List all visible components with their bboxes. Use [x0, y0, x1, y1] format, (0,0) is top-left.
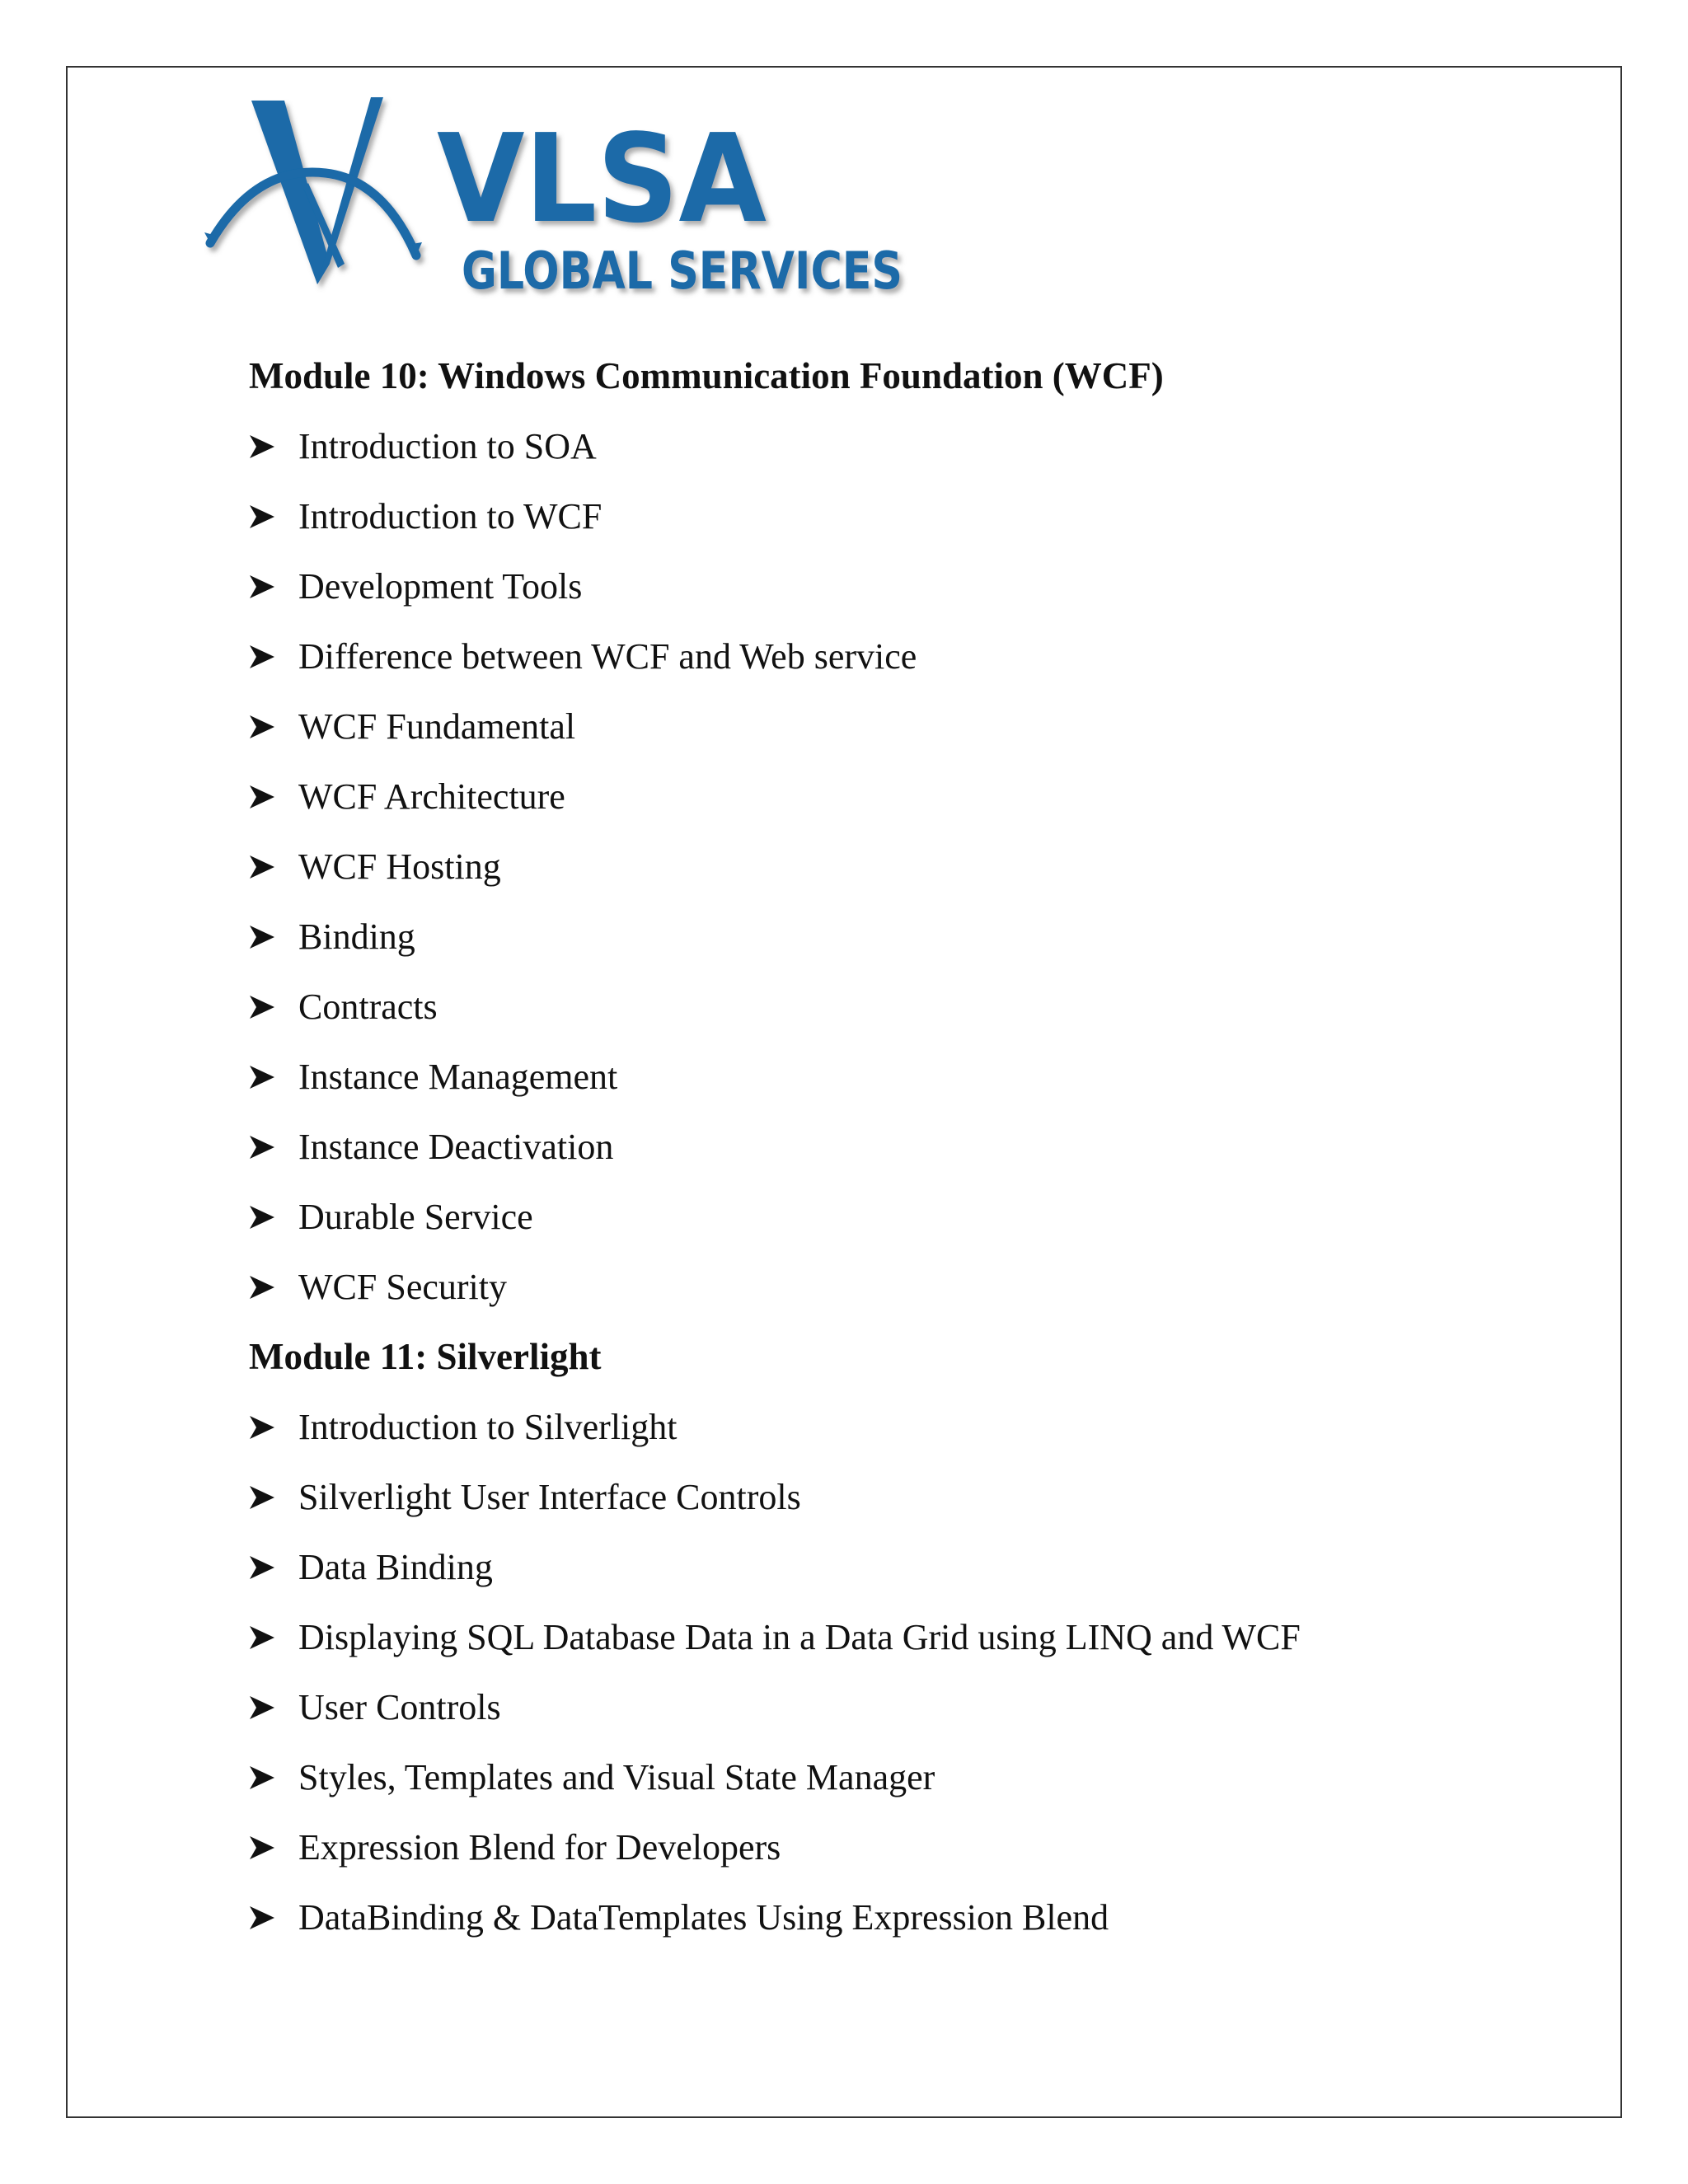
list-item: [249, 1112, 1568, 1182]
topic-text: Durable Service: [298, 1197, 533, 1237]
module-11-title: Module 11: Silverlight: [249, 1336, 602, 1377]
topic-text: Expression Blend for Developers: [298, 1827, 781, 1868]
arrowhead-bullet-icon: [249, 785, 298, 809]
list-item: [249, 551, 1568, 621]
list-item: [249, 621, 1568, 691]
vlsa-logo: [206, 91, 915, 313]
topic-text: Displaying SQL Database Data in a Data Grid using LINQ and WCF: [298, 1617, 1301, 1657]
topic-text: Silverlight User Interface Controls: [298, 1477, 801, 1517]
topic-text: Introduction to WCF: [298, 496, 603, 537]
arrowhead-bullet-icon: [249, 504, 298, 529]
arrowhead-bullet-icon: [249, 1695, 298, 1720]
list-item: [249, 1252, 1568, 1322]
topic-text: Difference between WCF and Web service: [298, 636, 917, 677]
arrowhead-bullet-icon: [249, 855, 298, 879]
topic-text: User Controls: [298, 1687, 501, 1727]
list-item: [249, 481, 1568, 551]
list-item: [249, 691, 1568, 762]
topic-text: Instance Deactivation: [298, 1127, 614, 1167]
v-swoosh-icon: [204, 97, 422, 284]
list-item: [249, 1182, 1568, 1252]
list-item: [249, 411, 1568, 481]
list-item: [249, 832, 1568, 902]
arrowhead-bullet-icon: [249, 644, 298, 669]
arrowhead-bullet-icon: [249, 995, 298, 1019]
arrowhead-bullet-icon: [249, 1835, 298, 1860]
logo-tagline-text: GLOBAL SERVICES: [462, 241, 903, 301]
arrowhead-bullet-icon: [249, 1905, 298, 1930]
topic-text: Styles, Templates and Visual State Manager: [298, 1757, 935, 1797]
topic-text: Data Binding: [298, 1547, 493, 1587]
arrowhead-bullet-icon: [249, 574, 298, 599]
arrowhead-bullet-icon: [249, 1485, 298, 1510]
list-item: [249, 972, 1568, 1042]
topic-text: Binding: [298, 916, 415, 957]
arrowhead-bullet-icon: [249, 1765, 298, 1790]
topic-text: WCF Security: [298, 1267, 507, 1307]
list-item: [249, 1532, 1568, 1602]
topic-text: WCF Hosting: [298, 846, 501, 887]
arrowhead-bullet-icon: [249, 715, 298, 739]
arrowhead-bullet-icon: [249, 1205, 298, 1230]
arrowhead-bullet-icon: [249, 1275, 298, 1300]
topic-text: Contracts: [298, 987, 438, 1027]
topic-text: DataBinding & DataTemplates Using Expression Blend: [298, 1897, 1109, 1938]
logo-brand-text: VLSA: [437, 108, 767, 250]
arrowhead-bullet-icon: [249, 1555, 298, 1580]
list-item: [249, 1882, 1568, 1952]
arrowhead-bullet-icon: [249, 1065, 298, 1090]
list-item: [249, 1602, 1568, 1672]
list-item: [249, 762, 1568, 832]
arrowhead-bullet-icon: [249, 434, 298, 459]
topic-text: Instance Management: [298, 1057, 618, 1097]
arrowhead-bullet-icon: [249, 1625, 298, 1650]
topic-text: WCF Architecture: [298, 776, 565, 817]
course-content: [249, 341, 1568, 1952]
list-item: [249, 1042, 1568, 1112]
arrowhead-bullet-icon: [249, 1415, 298, 1440]
arrowhead-bullet-icon: [249, 925, 298, 949]
topic-text: WCF Fundamental: [298, 706, 576, 747]
list-item: [249, 1462, 1568, 1532]
arrowhead-bullet-icon: [249, 1135, 298, 1160]
topic-text: Introduction to SOA: [298, 426, 597, 466]
list-item: [249, 1742, 1568, 1812]
module-10-title: Module 10: Windows Communication Foundation (WCF): [249, 355, 1164, 396]
list-item: [249, 1812, 1568, 1882]
topic-text: Introduction to Silverlight: [298, 1407, 678, 1447]
list-item: [249, 1392, 1568, 1462]
list-item: [249, 902, 1568, 972]
topic-text: Development Tools: [298, 566, 583, 607]
list-item: [249, 1672, 1568, 1742]
